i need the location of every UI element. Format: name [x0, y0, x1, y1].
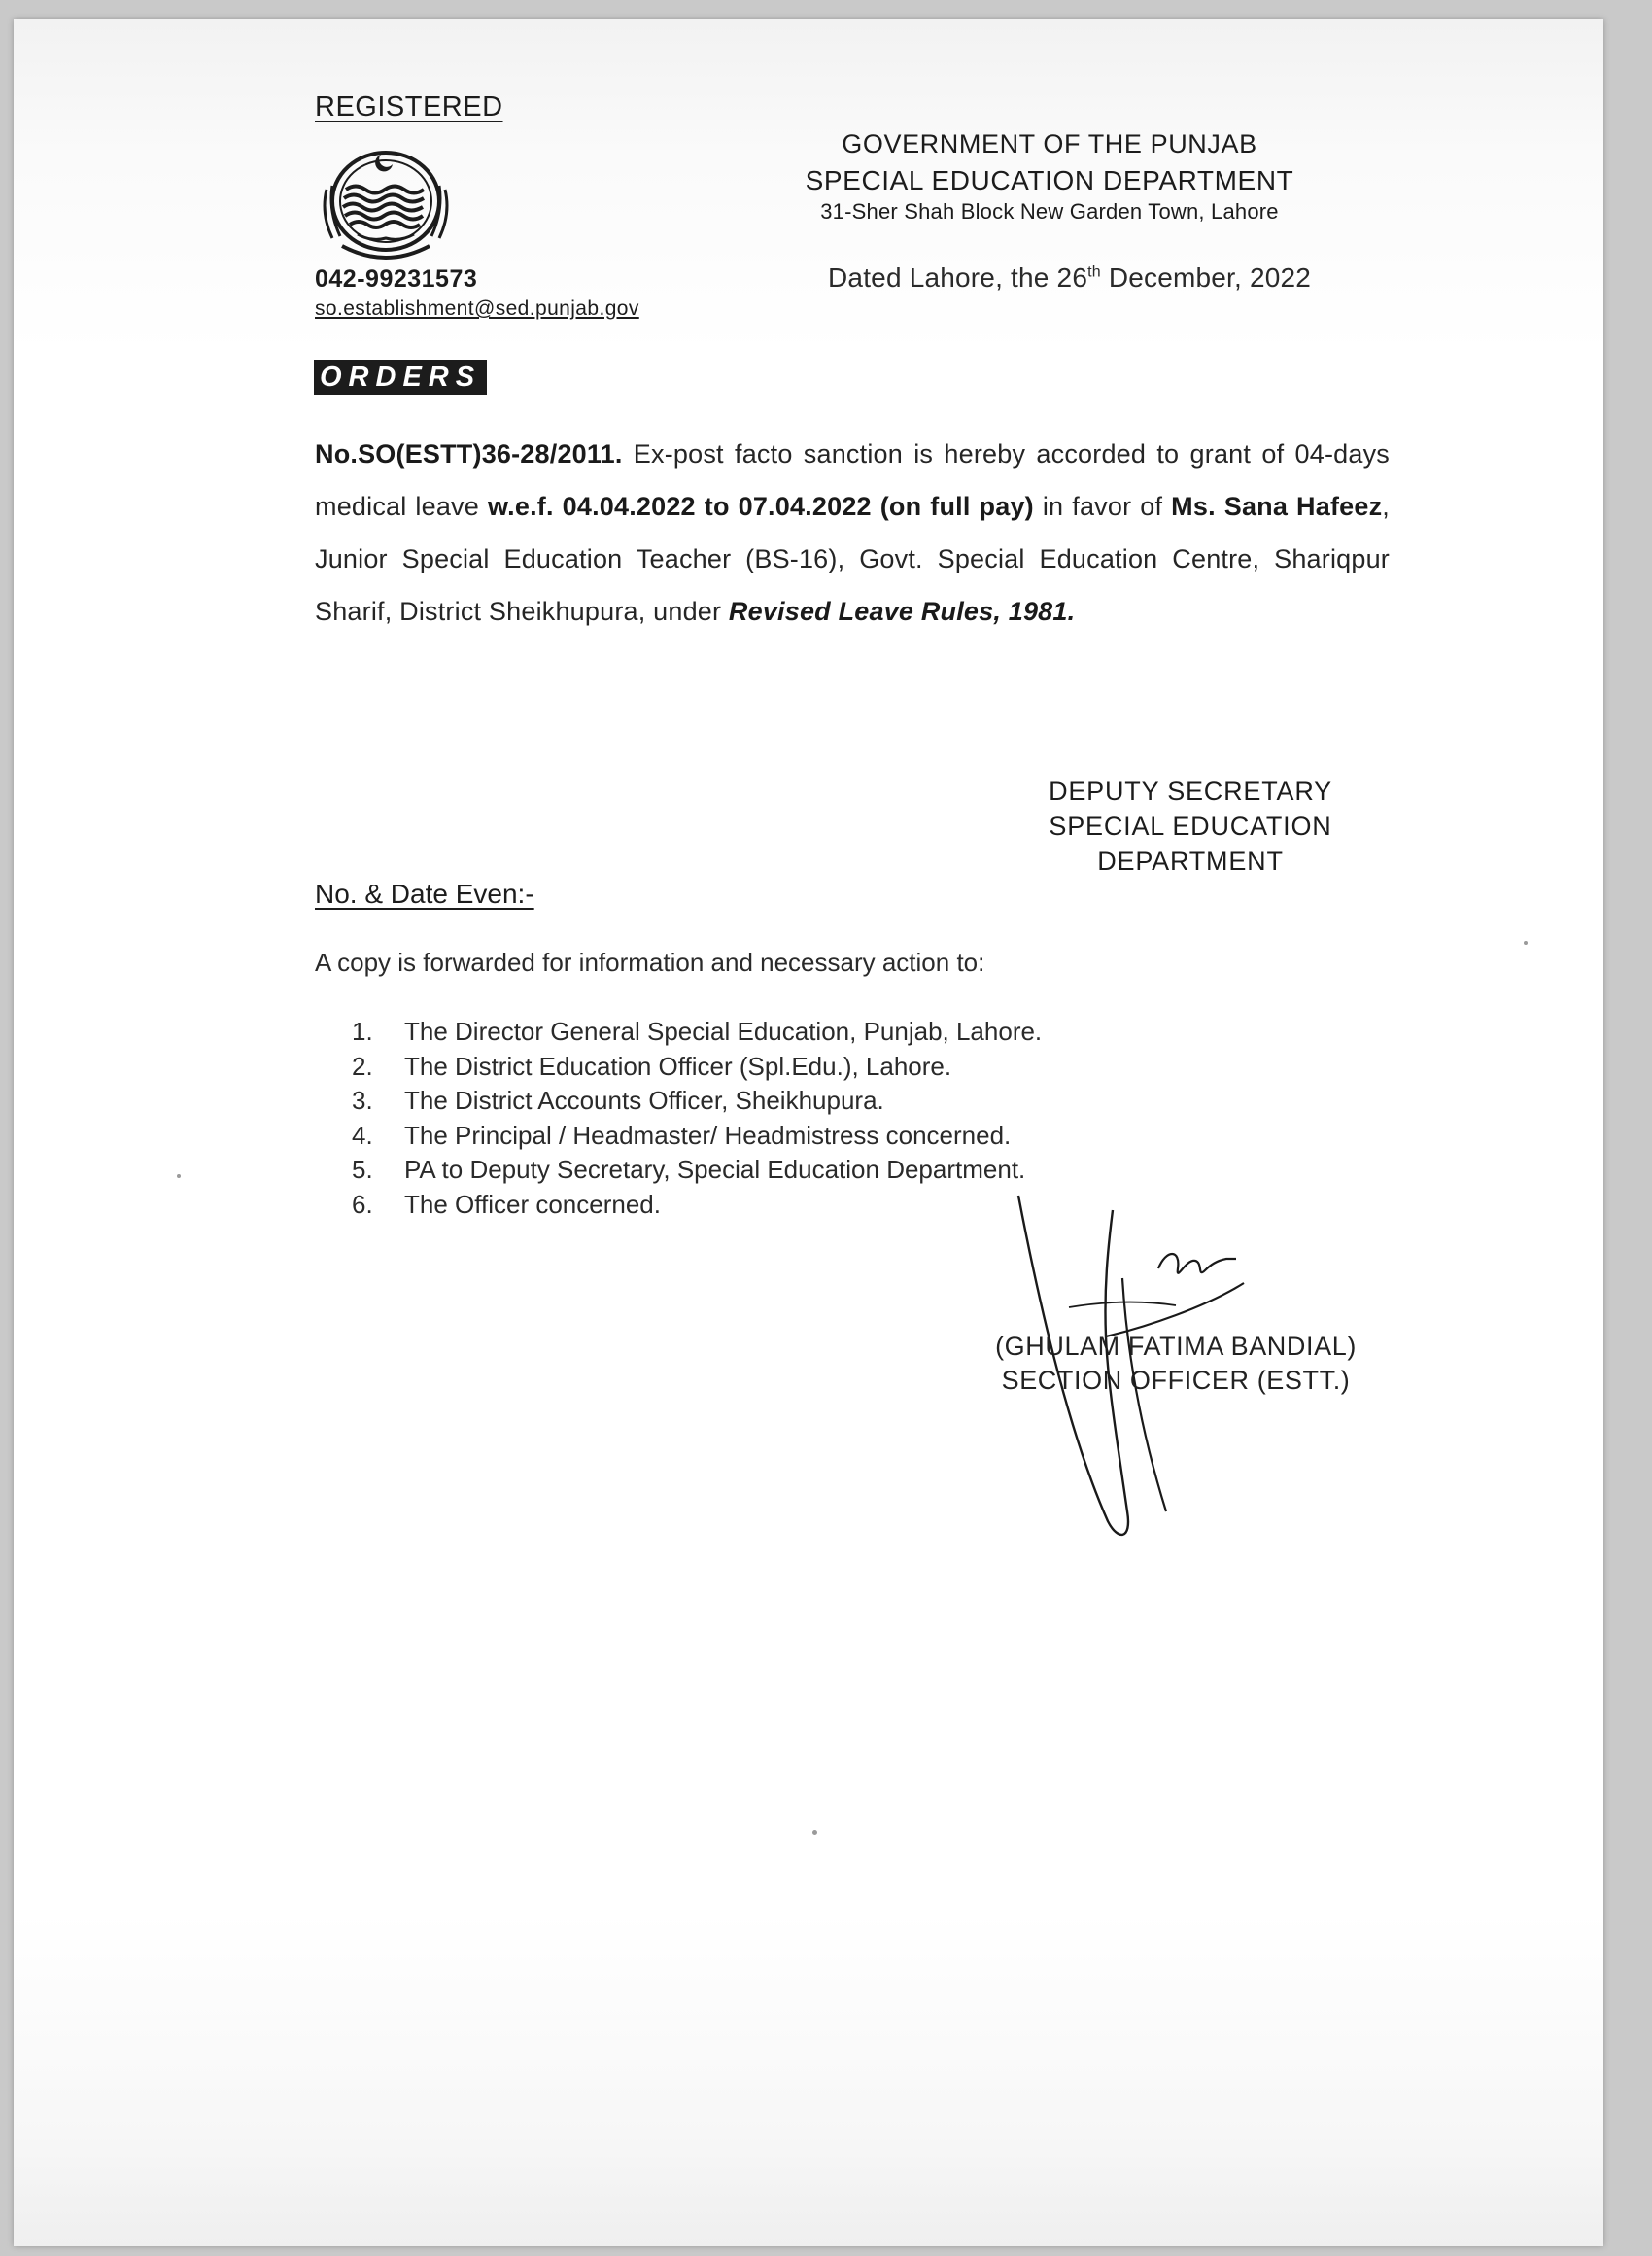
scan-speck — [1524, 941, 1528, 945]
list-item: 1. The Director General Special Education, Punjab, Lahore. — [352, 1017, 1043, 1046]
recipient-list — [352, 1015, 1042, 1222]
order-text-1: Ex-post facto sanction is hereby accorded to grant of 04-days medical leave — [315, 439, 1390, 521]
signing-authority — [972, 774, 1409, 879]
handwritten-signature — [1011, 1191, 1283, 1550]
copy-forwarded-text: A copy is forwarded for information and necessary action to: — [315, 948, 985, 977]
list-item: 5. PA to Deputy Secretary, Special Education Department. — [352, 1155, 1026, 1184]
letterhead — [700, 126, 1399, 226]
no-date-even: No. & Date Even:- — [315, 879, 534, 909]
date-suffix: December, 2022 — [1100, 262, 1312, 293]
signer-line-1: DEPUTY SECRETARY — [1049, 777, 1332, 806]
order-number: No.SO(ESTT)36-28/2011. — [315, 439, 623, 469]
employee-name: Ms. Sana Hafeez — [1171, 492, 1383, 521]
scan-speck — [812, 1830, 817, 1835]
phone-number: 042-99231573 — [315, 265, 478, 293]
department-name: SPECIAL EDUCATION DEPARTMENT — [805, 165, 1294, 195]
list-item: 6. The Officer concerned. — [352, 1189, 661, 1219]
order-paragraph — [315, 428, 1390, 638]
orders-heading: ORDERS — [314, 360, 487, 395]
order-text-2: in favor of — [1033, 492, 1172, 521]
order-text-3: , Junior Special Education Teacher (BS-16), Govt. Special Education Centre, Shariqpur Sharif, District Sheikhupura, under — [315, 492, 1390, 626]
list-item: 3. The District Accounts Officer, Sheikhupura. — [352, 1086, 884, 1115]
government-name: GOVERNMENT OF THE PUNJAB — [842, 129, 1257, 158]
signer-line-2: SPECIAL EDUCATION — [1049, 812, 1332, 841]
list-item: 2. The District Education Officer (Spl.Edu.), Lahore. — [352, 1051, 952, 1081]
date-prefix: Dated Lahore, the 26 — [828, 262, 1088, 293]
list-item: 4. The Principal / Headmaster/ Headmistress concerned. — [352, 1120, 1012, 1150]
date-line — [828, 262, 1311, 294]
section-officer-title: SECTION OFFICER (ESTT.) — [1001, 1366, 1351, 1395]
registered-label: REGISTERED — [315, 91, 503, 122]
scan-speck — [177, 1174, 181, 1178]
punjab-emblem-icon — [313, 141, 459, 267]
signer-line-3: DEPARTMENT — [1097, 847, 1284, 876]
leave-rules: Revised Leave Rules, 1981. — [728, 597, 1076, 626]
email-address: so.establishment@sed.punjab.gov — [315, 297, 639, 320]
leave-period: w.e.f. 04.04.2022 to 07.04.2022 (on full pay) — [487, 492, 1034, 521]
date-ordinal: th — [1087, 263, 1101, 281]
section-officer-name: (GHULAM FATIMA BANDIAL) — [995, 1332, 1357, 1361]
department-address: 31-Sher Shah Block New Garden Town, Lahore — [820, 199, 1279, 224]
